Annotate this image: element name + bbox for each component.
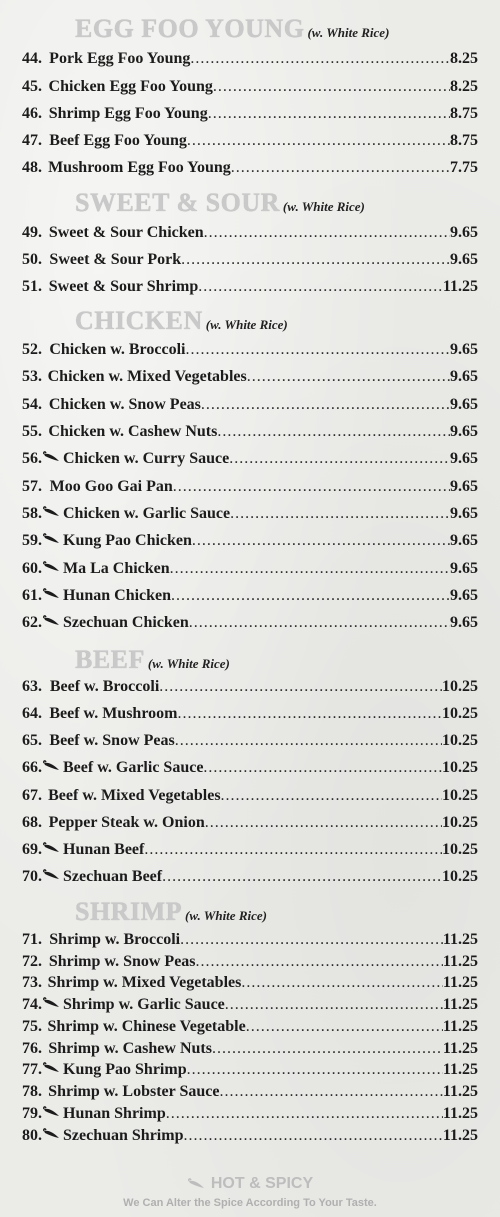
item-number: 72. (22, 953, 42, 970)
chili-pepper-icon (42, 997, 62, 1009)
dot-leader (192, 532, 450, 550)
item-price: 10.25 (442, 868, 478, 885)
chili-pepper-icon (42, 842, 62, 854)
item-name: Shrimp w. Snow Peas (48, 953, 196, 970)
dot-leader (201, 396, 450, 414)
menu-item-row (22, 587, 478, 609)
section-header-beef (75, 645, 230, 675)
dot-leader (175, 732, 442, 750)
item-name: Beef w. Snow Peas (49, 732, 175, 749)
menu-item-row (22, 159, 478, 181)
section-title: BEEF (75, 645, 145, 674)
menu-item-row (22, 732, 478, 754)
item-number: 60. (22, 560, 42, 577)
item-price: 7.75 (450, 159, 478, 176)
item-number: 79. (22, 1105, 42, 1122)
menu-item-row (22, 78, 478, 100)
item-price: 9.65 (450, 368, 478, 385)
section-header-chicken (75, 306, 288, 336)
menu-item-row (22, 251, 478, 273)
section-note: (w. White Rice) (147, 656, 230, 671)
item-number: 57. (22, 478, 42, 495)
menu-item-row (22, 50, 478, 72)
item-price: 9.65 (450, 560, 478, 577)
dot-leader (230, 505, 450, 523)
item-number: 67. (22, 787, 42, 804)
item-number: 70. (22, 868, 42, 885)
dot-leader (205, 814, 442, 832)
dot-leader (225, 996, 443, 1014)
item-price: 11.25 (442, 974, 478, 991)
item-name: Hunan Shrimp (63, 1105, 166, 1122)
item-name: Shrimp w. Chinese Vegetable (47, 1018, 246, 1035)
menu-item-row (22, 996, 478, 1018)
dot-leader (170, 560, 450, 578)
dot-leader (247, 368, 450, 386)
item-number: 46. (22, 105, 42, 122)
menu-item-row (22, 532, 478, 554)
item-name: Beef w. Mushroom (49, 705, 178, 722)
item-number: 78. (22, 1083, 42, 1100)
item-name: Chicken w. Mixed Vegetables (47, 368, 247, 385)
dot-leader (213, 78, 450, 96)
item-price: 9.65 (450, 423, 478, 440)
menu-item-row (22, 787, 478, 809)
item-price: 11.25 (442, 1127, 478, 1144)
menu-item-row (22, 814, 478, 836)
section-title: CHICKEN (75, 306, 203, 335)
dot-leader (208, 105, 450, 123)
item-name: Hunan Chicken (63, 587, 172, 604)
item-name: Beef w. Mixed Vegetables (48, 787, 221, 804)
item-name: Shrimp w. Broccoli (49, 931, 181, 948)
dot-leader (204, 224, 450, 242)
item-name: Chicken w. Cashew Nuts (48, 423, 218, 440)
dot-leader (198, 278, 443, 296)
menu-item-row (22, 868, 478, 890)
chili-pepper-icon (42, 588, 62, 600)
dot-leader (196, 953, 443, 971)
dot-leader (171, 587, 450, 605)
section-header-shrimp (75, 897, 267, 927)
section-title: EGG FOO YOUNG (75, 14, 305, 43)
dot-leader (241, 974, 443, 992)
item-name: Shrimp Egg Foo Young (48, 105, 208, 122)
section-header-egg-foo-young (75, 14, 389, 44)
item-name: Sweet & Sour Pork (49, 251, 182, 268)
dot-leader (166, 1105, 443, 1123)
menu-item-row (22, 224, 478, 246)
item-price: 10.25 (442, 759, 478, 776)
item-name: Sweet & Sour Shrimp (48, 278, 199, 295)
item-number: 77. (22, 1061, 42, 1078)
dot-leader (177, 705, 442, 723)
chili-pepper-icon (42, 561, 62, 573)
menu-item-row (22, 1040, 478, 1062)
item-name: Szechuan Beef (63, 868, 163, 885)
chili-pepper-icon (42, 1106, 62, 1118)
item-name: Shrimp w. Cashew Nuts (48, 1040, 212, 1057)
hot-spicy-legend (0, 1175, 500, 1193)
item-name: Kung Pao Chicken (63, 532, 192, 549)
item-price: 8.25 (450, 50, 478, 67)
item-name: Kung Pao Shrimp (63, 1061, 187, 1078)
section-note: (w. White Rice) (185, 908, 267, 923)
dot-leader (162, 868, 442, 886)
item-name: Chicken w. Snow Peas (48, 396, 201, 413)
item-price: 9.65 (450, 341, 478, 358)
chili-pepper-icon (42, 615, 62, 627)
menu-item-row (22, 705, 478, 727)
chili-pepper-icon (187, 1178, 207, 1190)
item-number: 65. (22, 732, 42, 749)
item-name: Chicken Egg Foo Young (48, 78, 213, 95)
item-price: 11.25 (442, 1018, 478, 1035)
item-price: 11.25 (442, 953, 478, 970)
menu-item-row (22, 953, 478, 975)
item-number: 48. (22, 159, 42, 176)
item-price: 11.25 (442, 1105, 478, 1122)
item-name: Hunan Beef (63, 841, 145, 858)
item-price: 11.25 (442, 931, 478, 948)
menu-item-row (22, 1083, 478, 1105)
item-name: Chicken w. Garlic Sauce (63, 505, 231, 522)
hot-spicy-label: HOT & SPICY (210, 1175, 314, 1192)
section-note: (w. White Rice) (205, 317, 288, 332)
item-number: 50. (22, 251, 42, 268)
item-name: Pepper Steak w. Onion (48, 814, 205, 831)
item-name: Pork Egg Foo Young (49, 50, 191, 67)
item-number: 58. (22, 505, 42, 522)
item-price: 10.25 (442, 678, 478, 695)
item-number: 63. (22, 678, 42, 695)
item-name: Szechuan Shrimp (63, 1127, 184, 1144)
item-price: 11.25 (442, 1040, 478, 1057)
chili-pepper-icon (42, 1062, 62, 1074)
item-price: 9.65 (450, 251, 478, 268)
section-note: (w. White Rice) (307, 25, 390, 40)
dot-leader (144, 841, 442, 859)
section-title: SHRIMP (75, 897, 182, 926)
item-number: 73. (22, 974, 42, 991)
menu-item-row (22, 132, 478, 154)
menu-item-row (22, 450, 478, 472)
dot-leader (246, 1018, 443, 1036)
item-number: 55. (22, 423, 42, 440)
item-number: 69. (22, 841, 42, 858)
item-name: Beef Egg Foo Young (49, 132, 187, 149)
menu-item-row (22, 105, 478, 127)
dot-leader (183, 1127, 442, 1145)
chili-pepper-icon (42, 1128, 62, 1140)
menu-item-row (22, 341, 478, 363)
item-name: Moo Goo Gai Pan (49, 478, 173, 495)
item-number: 62. (22, 614, 42, 631)
item-number: 44. (22, 50, 42, 67)
chili-pepper-icon (42, 506, 62, 518)
item-price: 9.65 (450, 505, 478, 522)
item-number: 80. (22, 1127, 42, 1144)
chili-pepper-icon (42, 760, 62, 772)
item-number: 74. (22, 996, 42, 1013)
item-number: 61. (22, 587, 42, 604)
item-price: 9.65 (450, 587, 478, 604)
item-number: 56. (22, 450, 42, 467)
item-name: Sweet & Sour Chicken (48, 224, 204, 241)
dot-leader (221, 787, 442, 805)
item-number: 52. (22, 341, 42, 358)
menu-item-row (22, 1127, 478, 1149)
menu-item-row (22, 278, 478, 300)
item-number: 75. (22, 1018, 42, 1035)
item-name: Beef w. Garlic Sauce (63, 759, 204, 776)
dot-leader (219, 1083, 442, 1101)
item-number: 45. (22, 78, 42, 95)
item-name: Chicken w. Curry Sauce (63, 450, 230, 467)
item-name: Szechuan Chicken (63, 614, 189, 631)
menu-item-row (22, 614, 478, 636)
menu-item-row (22, 560, 478, 582)
item-price: 9.65 (450, 450, 478, 467)
item-price: 11.25 (442, 1061, 478, 1078)
item-number: 76. (22, 1040, 42, 1057)
spice-note: We Can Alter the Spice According To Your Taste. (123, 1197, 377, 1209)
item-price: 9.65 (450, 532, 478, 549)
item-price: 10.25 (442, 732, 478, 749)
item-price: 8.75 (450, 132, 478, 149)
item-number: 68. (22, 814, 42, 831)
item-number: 51. (22, 278, 42, 295)
section-note: (w. White Rice) (282, 199, 365, 214)
section-header-sweet-sour (75, 188, 365, 218)
dot-leader (231, 159, 450, 177)
menu-item-row (22, 974, 478, 996)
dot-leader (203, 759, 442, 777)
item-name: Mushroom Egg Foo Young (48, 159, 231, 176)
item-name: Shrimp w. Mixed Vegetables (47, 974, 242, 991)
menu-item-row (22, 368, 478, 390)
dot-leader (173, 478, 450, 496)
menu-item-row (22, 505, 478, 527)
item-number: 66. (22, 759, 42, 776)
dot-leader (212, 1040, 443, 1058)
menu-item-row (22, 759, 478, 781)
item-price: 10.25 (442, 705, 478, 722)
item-price: 10.25 (442, 787, 478, 804)
item-price: 8.25 (450, 78, 478, 95)
menu-item-row (22, 423, 478, 445)
menu-item-row (22, 678, 478, 700)
menu-item-row (22, 1061, 478, 1083)
item-number: 64. (22, 705, 42, 722)
menu-item-row (22, 396, 478, 418)
chili-pepper-icon (42, 451, 62, 463)
item-name: Shrimp w. Garlic Sauce (63, 996, 225, 1013)
item-name: Beef w. Broccoli (49, 678, 160, 695)
item-number: 59. (22, 532, 42, 549)
item-name: Shrimp w. Lobster Sauce (48, 1083, 220, 1100)
item-number: 53. (22, 368, 42, 385)
item-name: Chicken w. Broccoli (49, 341, 186, 358)
dot-leader (180, 931, 443, 949)
chili-pepper-icon (42, 869, 62, 881)
item-price: 10.25 (442, 814, 478, 831)
chili-pepper-icon (42, 533, 62, 545)
dot-leader (229, 450, 450, 468)
menu-item-row (22, 1105, 478, 1127)
dot-leader (181, 251, 450, 269)
dot-leader (185, 341, 450, 359)
item-price: 11.25 (442, 1083, 478, 1100)
dot-leader (159, 678, 442, 696)
menu-item-row (22, 478, 478, 500)
item-price: 9.65 (450, 614, 478, 631)
dot-leader (190, 50, 450, 68)
menu-item-row (22, 1018, 478, 1040)
item-name: Ma La Chicken (63, 560, 170, 577)
item-number: 54. (22, 396, 42, 413)
item-price: 9.65 (450, 224, 478, 241)
item-number: 49. (22, 224, 42, 241)
item-number: 71. (22, 931, 42, 948)
menu-item-row (22, 931, 478, 953)
item-price: 10.25 (442, 841, 478, 858)
item-number: 47. (22, 132, 42, 149)
item-price: 9.65 (450, 396, 478, 413)
item-price: 9.65 (450, 478, 478, 495)
dot-leader (187, 132, 450, 150)
section-title: SWEET & SOUR (75, 188, 280, 217)
menu-item-row (22, 841, 478, 863)
item-price: 11.25 (442, 996, 478, 1013)
item-price: 11.25 (442, 278, 478, 295)
item-price: 8.75 (450, 105, 478, 122)
dot-leader (187, 1061, 443, 1079)
dot-leader (189, 614, 450, 632)
dot-leader (217, 423, 450, 441)
